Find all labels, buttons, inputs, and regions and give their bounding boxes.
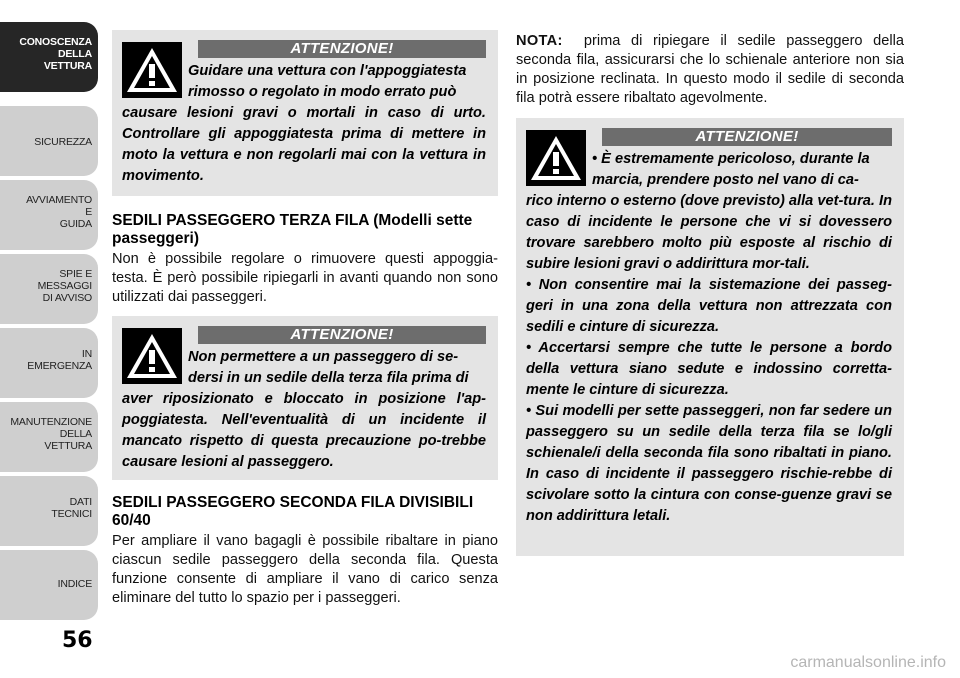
tab-manutenzione-della-vettura[interactable]: MANUTENZIONE DELLA VETTURA [0, 402, 98, 472]
watermark: carmanualsonline.info [790, 654, 946, 671]
tab-dati-tecnici[interactable]: DATI TECNICI [0, 476, 98, 546]
section-heading-third-row: SEDILI PASSEGGERO TERZA FILA (Modelli sette passeggeri) [112, 212, 473, 247]
warning-title: ATTENZIONE! [198, 40, 486, 58]
warning-bullet: • Sui modelli per sette passeggeri, non far sedere un passeggero su un sedile della terza fila se lo/gli schienale/i della seconda fila sono ribaltati in piano. In caso di incidente il passeggero rischie-rebbe di scivolare sotto la cintura con conse-guenze gravi se non addirittura letali. [526, 403, 892, 524]
tab-sicurezza[interactable]: SICUREZZA [0, 106, 98, 176]
tab-indice[interactable]: INDICE [0, 550, 98, 620]
warning-text-line: rimosso o regolato in modo errato può [188, 84, 457, 100]
warning-title: ATTENZIONE! [602, 128, 892, 146]
warning-triangle-icon [526, 130, 586, 186]
page-number: 56 [62, 628, 93, 653]
warning-box-third-row [112, 316, 498, 480]
warning-triangle-icon [122, 328, 182, 384]
warning-bullet: • Non consentire mai la sistemazione dei passeg-geri in una zona della vettura non attrezzata con sedili e cinture di sicurezza. [526, 277, 892, 335]
warning-title: ATTENZIONE! [198, 326, 486, 344]
warning-text-line: • È estremamente pericoloso, durante la [592, 151, 870, 167]
warning-bullet: • Accertarsi sempre che tutte le persone a bordo della vettura siano sedute e indossino corretta-mente le cinture di sicurezza. [526, 340, 892, 398]
warning-text: causare lesioni gravi o mortali in caso di urto. Controllare gli appoggiatesta prima di mettere in moto la vettura e non regolarli mai con la vettura in movimento. [122, 105, 486, 184]
warning-text-line: Non permettere a un passeggero di se- [188, 349, 459, 365]
tab-spie-e-messaggi[interactable]: SPIE E MESSAGGI DI AVVISO [0, 254, 98, 324]
warning-triangle-icon [122, 42, 182, 98]
warning-text: aver riposizionato e bloccato in posizione l'ap-poggiatesta. Nell'eventualità di un incidente il mancato rispetto di questa precauzione po-trebbe causare lesioni al passeggero. [122, 391, 486, 470]
note-paragraph [516, 32, 904, 108]
note-label: NOTA: [516, 33, 563, 49]
tab-in-emergenza[interactable]: IN EMERGENZA [0, 328, 98, 398]
warning-text-line: marcia, prendere posto nel vano di ca- [592, 172, 859, 188]
note-text: prima di ripiegare il sedile passeggero della seconda fila, assicurarsi che lo schienale anteriore non sia in posizione reclinata. In questo modo il sedile di seconda fila potrà essere ribaltato agevolmente. [516, 33, 905, 106]
warning-box-headrest [112, 30, 498, 196]
warning-text: rico interno o esterno (dove previsto) alla vet-tura. In caso di incidente le persone che vi si dovessero trovare sarebbero molto più esposte al rischio di subire lesioni gravi o addirittura mor-tali. [526, 193, 892, 272]
warning-box-cargo [516, 118, 904, 556]
warning-text-line: Guidare una vettura con l'appoggiatesta [188, 63, 467, 79]
tab-avviamento-e-guida[interactable]: AVVIAMENTO E GUIDA [0, 180, 98, 250]
section-text-second-row: Per ampliare il vano bagagli è possibile ribaltare in piano ciascun sedile passeggero della seconda fila. Questa funzione consente di ampliare il vano di carico senza eliminare del tutto lo spazio per i passeggeri. [112, 533, 498, 606]
warning-text-line: dersi in un sedile della terza fila prima di [188, 370, 469, 386]
section-heading-second-row: SEDILI PASSEGGERO SECONDA FILA DIVISIBILI 60/40 [112, 494, 474, 529]
section-text-third-row: Non è possibile regolare o rimuovere questi appoggia-testa. È però possibile ripiegarli in avanti quando non sono utilizzati dai passeggeri. [112, 251, 498, 305]
tab-conoscenza-della-vettura[interactable]: CONOSCENZA DELLA VETTURA [0, 22, 98, 92]
